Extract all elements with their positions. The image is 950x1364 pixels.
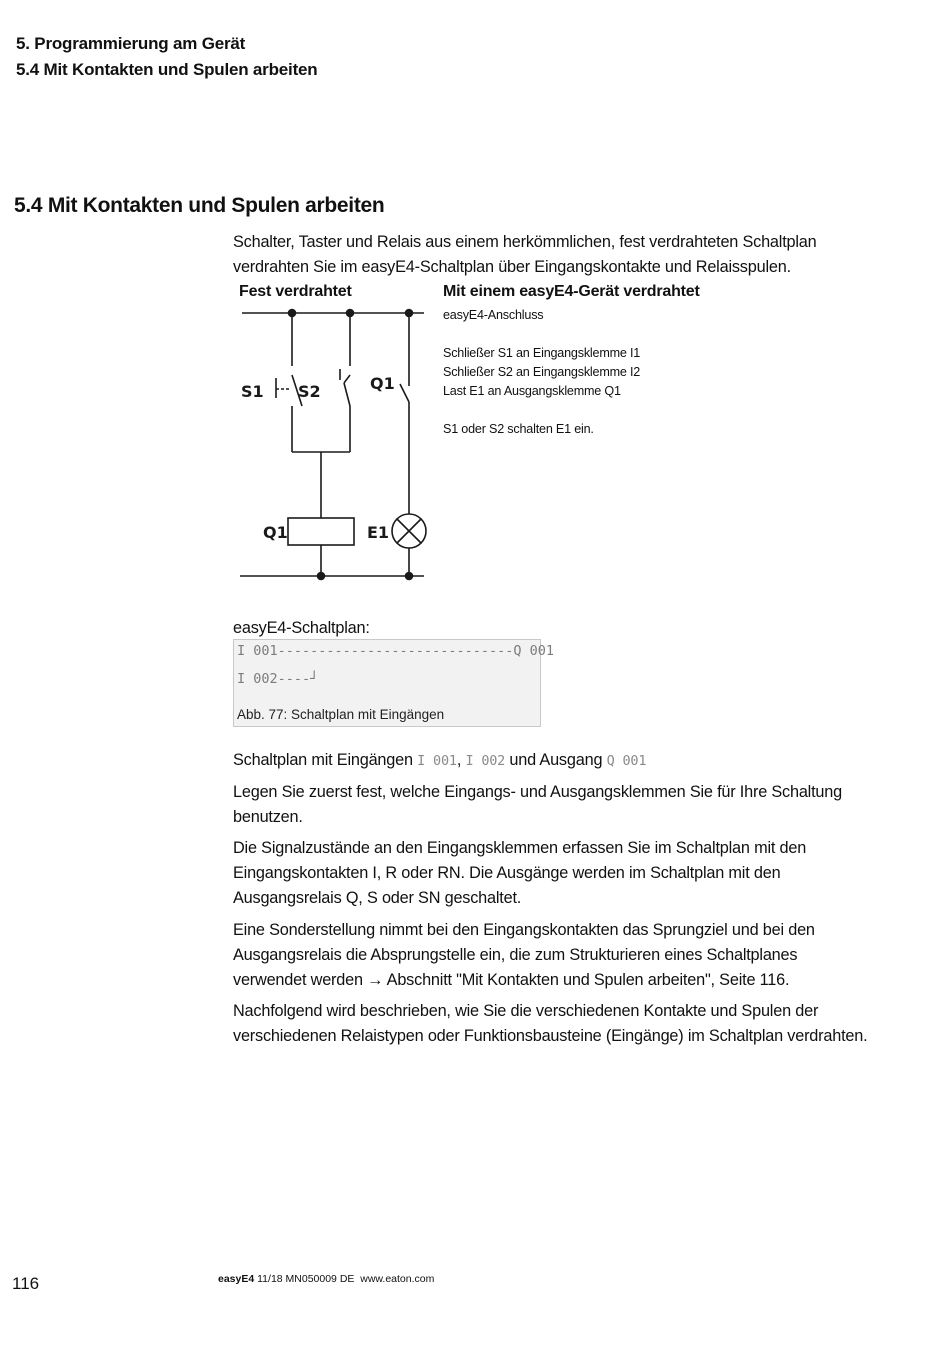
connection-line: Schließer S1 an Eingangsklemme I1	[443, 346, 641, 360]
body-paragraph: Legen Sie zuerst fest, welche Eingangs- und Ausgangsklemmen Sie für Ihre Schaltung benutzen.	[233, 783, 842, 826]
footer	[218, 1273, 434, 1285]
label-q1-contact: Q1	[370, 374, 395, 393]
body-paragraph: Die Signalzustände an den Eingangsklemmen erfassen Sie im Schaltplan mit den Eingangskontakten I, R oder RN. Die Ausgänge werden im Schaltplan mit den Ausgangsrelais Q, S oder SN geschaltet.	[233, 839, 807, 907]
footer-product: easyE4	[218, 1273, 255, 1285]
ladder-row-1: I 001-----------------------------Q 001	[237, 643, 554, 659]
body-paragraph: Eine Sonderstellung nimmt bei den Eingangskontakten das Sprungziel und bei den Ausgangsrelais die Absprungstelle ein, die zum Strukturieren eines Schaltplanes verwendet werden → Abschnitt "Mit Kontakten und Spulen arbeiten", Seite 116.	[233, 921, 815, 989]
summary-mid: und Ausgang	[505, 751, 607, 769]
label-q1-coil: Q1	[263, 523, 288, 542]
connection-line: Schließer S2 an Eingangsklemme I2	[443, 365, 641, 379]
footer-doc: 11/18 MN050009 DE www.eaton.com	[254, 1273, 435, 1285]
label-s2: S2	[298, 382, 321, 401]
ladder-label: easyE4-Schaltplan:	[233, 619, 370, 637]
q1-coil	[288, 518, 354, 545]
ladder-diagram	[233, 639, 554, 727]
q1-contact	[400, 384, 409, 402]
label-s1: S1	[241, 382, 264, 401]
figure-caption: Abb. 77: Schaltplan mit Eingängen	[237, 707, 445, 722]
column-head-easy: Mit einem easyE4-Gerät verdrahtet	[443, 283, 700, 300]
code-output-1: Q 001	[606, 753, 647, 769]
code-input-2: I 002	[465, 753, 506, 769]
connection-title: easyE4-Anschluss	[443, 308, 544, 322]
label-e1: E1	[367, 523, 390, 542]
connection-line: Last E1 an Ausgangsklemme Q1	[443, 384, 621, 398]
page-number: 116	[12, 1274, 40, 1293]
ladder-row-2: I 002----┘	[237, 671, 319, 687]
section-heading: 5.4 Mit Kontakten und Spulen arbeiten	[14, 194, 385, 217]
running-header-section: 5.4 Mit Kontakten und Spulen arbeiten	[16, 60, 318, 79]
junction-dot	[318, 573, 325, 580]
connection-result: S1 oder S2 schalten E1 ein.	[443, 422, 594, 436]
body-paragraph: Nachfolgend wird beschrieben, wie Sie die verschiedenen Kontakte und Spulen der verschiedenen Relaistypen oder Funktionsbausteine (Eingänge) im Schaltplan verdrahten.	[233, 1002, 868, 1045]
summary-sep: ,	[456, 751, 466, 769]
intro-paragraph: Schalter, Taster und Relais aus einem herkömmlichen, fest verdrahteten Schaltplan verdrahten Sie im easyE4-Schaltplan über Eingangskontakte und Relaisspulen.	[233, 233, 817, 276]
column-head-hardwired: Fest verdrahtet	[239, 283, 352, 300]
junction-dot	[406, 573, 413, 580]
s2-contact	[344, 383, 350, 406]
code-input-1: I 001	[417, 753, 457, 769]
running-header-chapter: 5. Programmierung am Gerät	[16, 34, 246, 53]
summary-prefix: Schaltplan mit Eingängen	[233, 751, 418, 769]
summary-line	[233, 748, 873, 774]
circuit-diagram	[232, 300, 432, 586]
